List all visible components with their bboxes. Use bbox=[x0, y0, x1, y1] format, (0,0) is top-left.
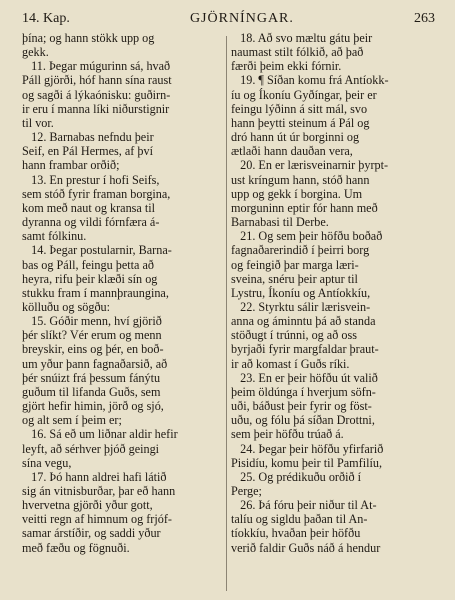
right-column bbox=[231, 31, 435, 555]
text-line: þína; og hann stökk upp og bbox=[22, 31, 155, 45]
text-line: 17. Þó hann aldrei hafi látið bbox=[22, 469, 167, 484]
text-line: færði þeim ekki fórnir. bbox=[231, 59, 342, 74]
text-line: stukku fram í mannþraungina, bbox=[22, 285, 169, 300]
text-line: sína vegu, bbox=[22, 455, 72, 470]
text-line: guðum til lifanda Guðs, sem bbox=[22, 384, 161, 399]
text-line: íu og Íkoníu Gyðíngar, þeir er bbox=[231, 87, 377, 102]
text-line: hann þeytti steinum á Pál og bbox=[231, 115, 370, 130]
text-line: dró hann út úr borginni og bbox=[231, 130, 360, 145]
text-line: stöðugt í trúnni, og að oss bbox=[231, 328, 357, 343]
text-line: sem þeir höfðu trúað á. bbox=[231, 427, 344, 442]
text-line: þér snúizt frá þessum fánýtu bbox=[22, 370, 161, 385]
text-line: feingu lýðinn á sitt mál, svo bbox=[231, 101, 368, 116]
text-line: anna og áminntu þá að standa bbox=[231, 314, 376, 329]
text-line: kölluðu og sögðu: bbox=[22, 299, 111, 314]
running-title: GJÖRNÍNGAR. bbox=[189, 11, 294, 26]
running-header bbox=[22, 11, 435, 27]
text-line: ust kríngum hann, stóð hann bbox=[231, 172, 370, 187]
text-line: sem stóð fyrir framan borgina, bbox=[22, 186, 171, 201]
text-line: upp og gekk í borgina. Um bbox=[231, 186, 363, 201]
chapter-label: 14. Kap. bbox=[22, 11, 70, 26]
text-line: Pisidíu, komu þeir til Pamfilíu, bbox=[231, 455, 382, 470]
text-line: hvervetna gjörði yður gott, bbox=[22, 498, 153, 513]
text-line: með fæðu og fögnuði. bbox=[22, 540, 130, 555]
text-line: naumast stilt fólkið, að það bbox=[231, 45, 364, 60]
text-line: Páll gjörði, hóf hann sína raust bbox=[22, 73, 172, 88]
text-line: 12. Barnabas nefndu þeir bbox=[22, 130, 154, 145]
text-line: tíokkíu, hvaðan þeir höfðu bbox=[231, 526, 361, 541]
text-line: 20. En er lærisveinarnir þyrpt- bbox=[231, 158, 389, 173]
text-line: samar árstíðir, og saddi yður bbox=[22, 526, 161, 541]
text-line: Barnabasi til Derbe. bbox=[231, 215, 329, 230]
text-line: byrjaði fyrir margfaldar þraut- bbox=[231, 342, 379, 357]
text-line: breyskir, eins og þér, en boð- bbox=[22, 342, 164, 357]
text-line: 13. En prestur í hofi Seifs, bbox=[22, 172, 160, 187]
text-line: til vor. bbox=[22, 115, 54, 130]
text-line: dyranna og vildi fórnfæra á- bbox=[22, 215, 160, 230]
text-line: 21. Og sem þeir höfðu boðað bbox=[231, 229, 383, 244]
text-line: 25. Og prédikuðu orðið í bbox=[231, 469, 361, 484]
text-line: 23. En er þeir höfðu út valið bbox=[231, 370, 378, 385]
text-line: þeim öldúnga í hverjum söfn- bbox=[231, 384, 376, 399]
text-line: bas og Páll, feingu þetta að bbox=[22, 257, 154, 272]
text-line: ir eru í manna líki niðurstignir bbox=[22, 101, 170, 116]
text-line: sveina, snéru þeir aptur til bbox=[231, 271, 358, 286]
text-line: gekk. bbox=[22, 45, 49, 60]
text-line: fagnaðarerindið í þeirri borg bbox=[231, 243, 370, 258]
text-line: verið faldir Guðs náð á hendur bbox=[231, 540, 381, 555]
text-line: 19. ¶ Síðan komu frá Antíokk- bbox=[231, 73, 389, 88]
text-line: 11. Þegar múgurinn sá, hvað bbox=[22, 59, 171, 74]
text-line: þér slíkt? Vér erum og menn bbox=[22, 328, 162, 343]
text-line: Seif, en Pál Hermes, af því bbox=[22, 144, 153, 159]
text-line: heyra, rifu þeir klæði sín og bbox=[22, 271, 158, 286]
text-line: hann frambar orðið; bbox=[22, 158, 120, 173]
text-line: samt fólkinu. bbox=[22, 229, 87, 244]
text-line: 24. Þegar þeir höfðu yfirfarið bbox=[231, 441, 384, 456]
text-line: veitti regn af himnum og frjóf- bbox=[22, 512, 172, 527]
text-line: um yður þann fagnaðarsið, að bbox=[22, 356, 168, 371]
text-line: uði, báðust þeir fyrir og föst- bbox=[231, 399, 372, 414]
column-divider bbox=[226, 36, 227, 591]
text-line: Perge; bbox=[231, 484, 262, 498]
text-columns bbox=[22, 31, 435, 555]
text-line: ir að komast í Guðs ríki. bbox=[231, 356, 350, 371]
text-line: 15. Góðir menn, hví gjörið bbox=[22, 314, 162, 329]
text-line: ætlaði hann dauðan vera, bbox=[231, 144, 353, 159]
text-line: uðu, og fólu þá síðan Drottni, bbox=[231, 413, 375, 428]
text-line: 16. Sá eð um liðnar aldir hefir bbox=[22, 427, 178, 442]
text-line: og alt sem í þeim er; bbox=[22, 413, 122, 428]
text-line: leyft, að sérhver þjóð geingi bbox=[22, 441, 160, 456]
text-line: morguninn eptir fór hann með bbox=[231, 200, 378, 215]
text-line: Lystru, Íkoníu og Antíokkíu, bbox=[231, 285, 371, 300]
text-line: talíu og sigldu þaðan til An- bbox=[231, 512, 368, 527]
text-line: 18. Að svo mæltu gátu þeir bbox=[231, 31, 373, 45]
text-line: sig án vitnisburðar, þar eð hann bbox=[22, 484, 176, 498]
text-line: kom með naut og kransa til bbox=[22, 200, 156, 215]
text-line: og feingið þar marga læri- bbox=[231, 257, 359, 272]
text-line: og sagði á lýkaónisku: guðirn- bbox=[22, 87, 171, 102]
text-line: 14. Þegar postularnir, Barna- bbox=[22, 243, 172, 258]
text-line: 26. Þá fóru þeir niður til At- bbox=[231, 498, 377, 513]
left-column bbox=[22, 31, 226, 555]
text-line: 22. Styrktu sálir lærisvein- bbox=[231, 299, 371, 314]
text-line: gjört hefir himin, jörð og sjó, bbox=[22, 399, 164, 414]
page-number: 263 bbox=[414, 11, 435, 26]
